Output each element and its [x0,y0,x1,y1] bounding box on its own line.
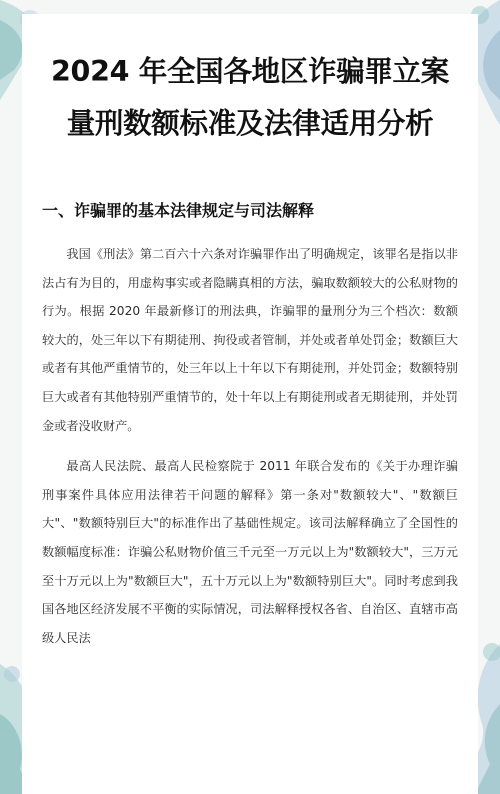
paragraph: 我国《刑法》第二百六十六条对诈骗罪作出了明确规定，该罪名是指以非法占有为目的，用虚构事实或者隐瞒真相的方法，骗取数额较大的公私财物的行为。根据 2020 年最新修订的刑法典，诈骗罪的量刑分为三个档次：数额较大的，处三年以下有期徒刑、拘役或者管制，并处或者单处罚金；数额巨大或者有其他严重情节的，处三年以上十年以下有期徒刑，并处罚金；数额特别巨大或者有其他特别严重情节的，处十年以上有期徒刑或者无期徒刑，并处罚金或者没收财产。 [42,247,458,433]
document-page [22,14,478,794]
document-title [42,46,458,150]
document-title-line-1: 2024 年全国各地区诈骗罪立案 [51,55,449,88]
paragraph: 最高人民法院、最高人民检察院于 2011 年联合发布的《关于办理诈骗刑事案件具体应用法律若干问题的解释》第一条对"数额较大"、"数额巨大"、"数额特别巨大"的标准作出了基础性规定。该司法解释确立了全国性的数额幅度标准：诈骗公私财物价值三千元至一万元以上为"数额较大"，三万元至十万元以上为"数额巨大"，五十万元以上为"数额特别巨大"。同时考虑到我国各地区经济发展不平衡的实际情况，司法解释授权各省、自治区、直辖市高级人民法 [42,459,458,645]
document-title-line-2: 量刑数额标准及法律适用分析 [66,107,434,140]
section-heading: 一、诈骗罪的基本法律规定与司法解释 [42,201,315,220]
